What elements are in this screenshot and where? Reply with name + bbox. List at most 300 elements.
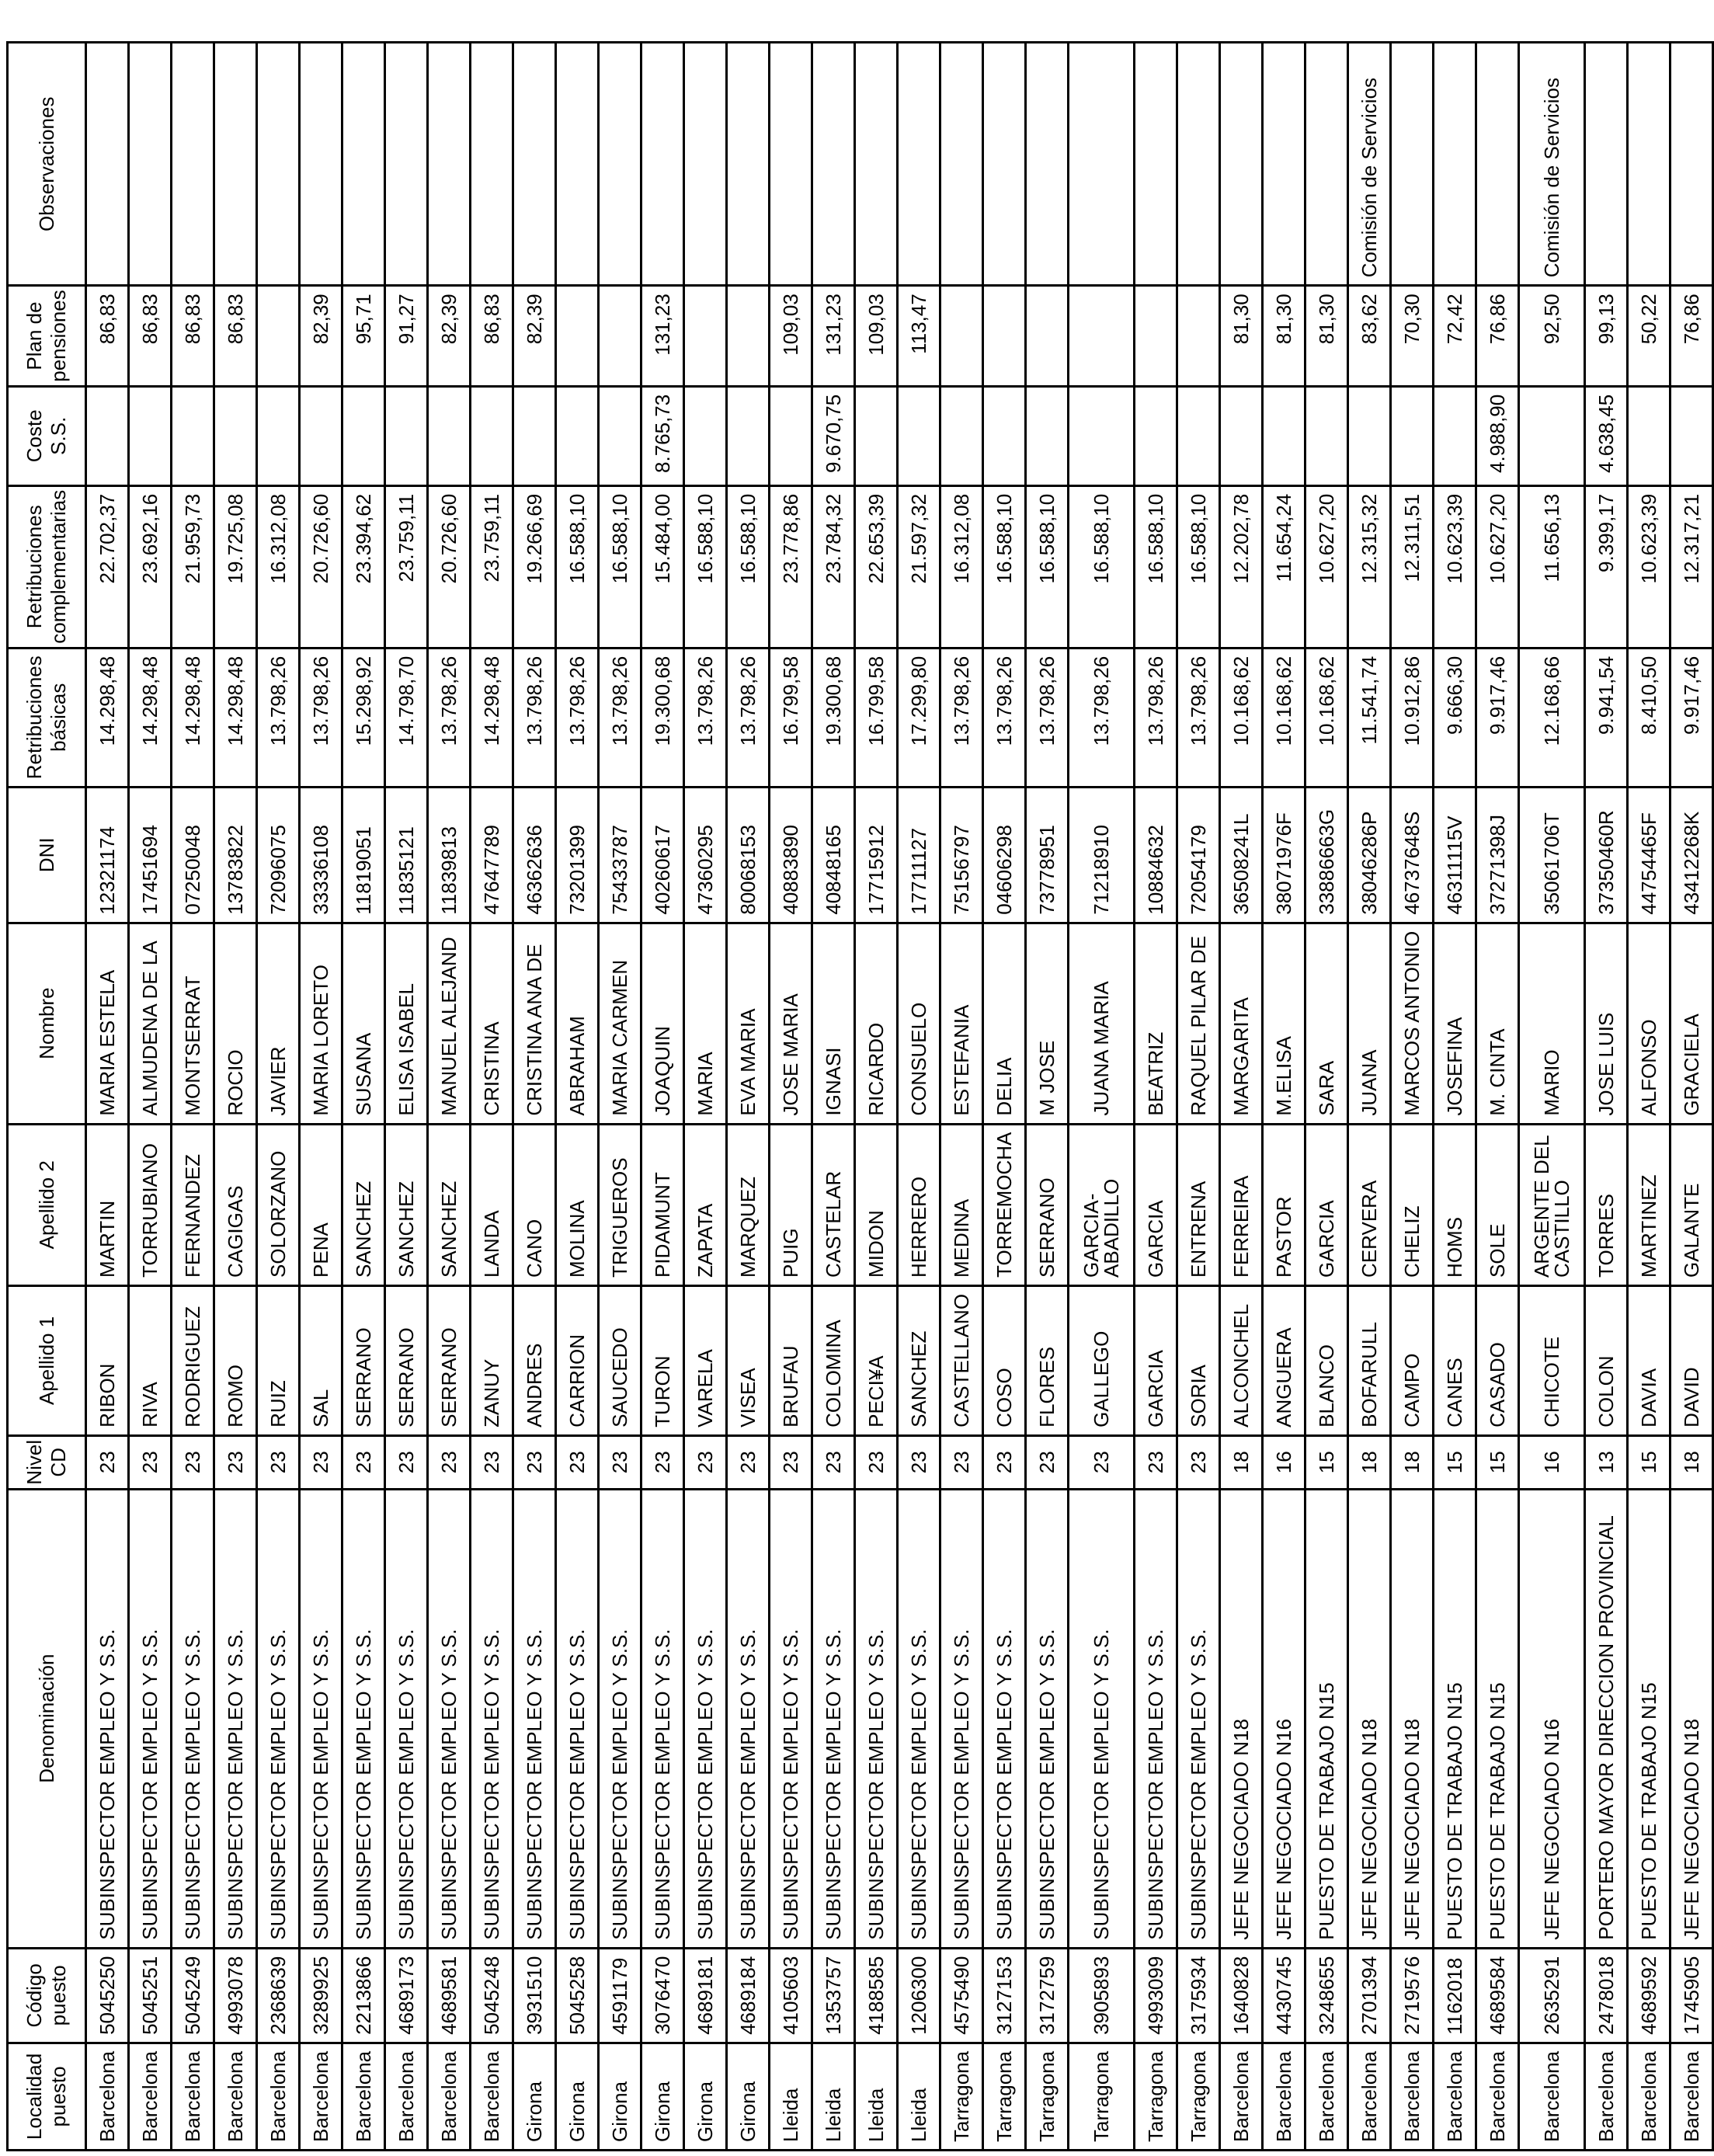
cell-dni: 36508241L [1220,787,1263,923]
cell-coste-ss [257,386,300,485]
cell-plan-pensiones: 99,13 [1585,286,1628,387]
cell-ret-basicas: 9.917,46 [1476,648,1519,787]
table-row [1220,43,1263,2151]
cell-observaciones [86,43,129,286]
cell-apellido2: TRIGUEROS [599,1124,641,1285]
cell-ret-basicas: 13.798,26 [940,648,983,787]
cell-ret-complementarias: 16.588,10 [983,485,1026,648]
cell-observaciones [1391,43,1434,286]
header-plan-pensiones: Plan de pensiones [8,286,86,387]
cell-nombre: ABRAHAM [556,923,599,1124]
cell-dni: 72096075 [257,787,300,923]
cell-denominacion: SUBINSPECTOR EMPLEO Y S.S. [599,1489,641,1948]
cell-localidad: Barcelona [1476,2043,1519,2150]
cell-plan-pensiones: 86,83 [129,286,172,387]
table-row [1263,43,1305,2151]
cell-nombre: BEATRIZ [1135,923,1177,1124]
cell-dni: 73778951 [1026,787,1069,923]
cell-ret-complementarias: 22.702,37 [86,485,129,648]
cell-ret-basicas: 9.941,54 [1585,648,1628,787]
cell-nombre: SARA [1305,923,1348,1124]
cell-nivel: 23 [300,1435,342,1489]
cell-nivel: 23 [855,1435,898,1489]
cell-nombre: MARIA ESTELA [86,923,129,1124]
table-row [898,43,940,2151]
cell-localidad: Barcelona [1585,2043,1628,2150]
cell-ret-complementarias: 16.312,08 [940,485,983,648]
cell-codigo: 3127153 [983,1948,1026,2043]
cell-apellido2: MARTINEZ [1628,1124,1671,1285]
cell-apellido2: GARCIA-ABADILLO [1069,1124,1135,1285]
cell-coste-ss [428,386,471,485]
cell-ret-basicas: 14.298,48 [172,648,214,787]
cell-codigo: 4105603 [770,1948,812,2043]
cell-nombre: JUANA [1348,923,1391,1124]
cell-plan-pensiones [1135,286,1177,387]
cell-localidad: Girona [599,2043,641,2150]
cell-plan-pensiones [684,286,727,387]
cell-ret-complementarias: 16.588,10 [1177,485,1220,648]
cell-apellido2: HOMS [1434,1124,1476,1285]
cell-nivel: 23 [257,1435,300,1489]
cell-localidad: Barcelona [385,2043,428,2150]
cell-ret-complementarias: 16.588,10 [684,485,727,648]
cell-denominacion: SUBINSPECTOR EMPLEO Y S.S. [641,1489,684,1948]
cell-apellido2: CHELIZ [1391,1124,1434,1285]
cell-coste-ss [385,386,428,485]
cell-localidad: Tarragona [1135,2043,1177,2150]
cell-apellido2: SANCHEZ [385,1124,428,1285]
cell-dni: 40260617 [641,787,684,923]
cell-nivel: 23 [342,1435,385,1489]
cell-nombre: JAVIER [257,923,300,1124]
cell-observaciones: Comisión de Servicios [1519,43,1585,286]
header-apellido1: Apellido 1 [8,1285,86,1435]
cell-dni: 75433787 [599,787,641,923]
cell-nivel: 23 [172,1435,214,1489]
table-row [1348,43,1391,2151]
cell-codigo: 4188585 [855,1948,898,2043]
cell-dni: 73201399 [556,787,599,923]
cell-localidad: Barcelona [1348,2043,1391,2150]
cell-apellido1: FLORES [1026,1285,1069,1435]
cell-ret-basicas: 13.798,26 [684,648,727,787]
cell-denominacion: SUBINSPECTOR EMPLEO Y S.S. [1069,1489,1135,1948]
cell-ret-complementarias: 16.312,08 [257,485,300,648]
cell-nivel: 23 [1069,1435,1135,1489]
cell-denominacion: PORTERO MAYOR DIRECCION PROVINCIAL [1585,1489,1628,1948]
cell-localidad: Tarragona [940,2043,983,2150]
cell-observaciones [513,43,556,286]
cell-apellido1: SAL [300,1285,342,1435]
cell-codigo: 5045248 [471,1948,513,2043]
cell-nivel: 23 [641,1435,684,1489]
cell-coste-ss [855,386,898,485]
cell-localidad: Girona [727,2043,770,2150]
cell-dni: 47360295 [684,787,727,923]
table-row [1434,43,1476,2151]
cell-nivel: 23 [471,1435,513,1489]
cell-codigo: 3289925 [300,1948,342,2043]
table-row [385,43,428,2151]
table-row [1391,43,1434,2151]
cell-plan-pensiones: 83,62 [1348,286,1391,387]
cell-nivel: 23 [940,1435,983,1489]
cell-ret-complementarias: 21.597,32 [898,485,940,648]
cell-apellido1: ANDRES [513,1285,556,1435]
cell-nombre: SUSANA [342,923,385,1124]
cell-observaciones [1263,43,1305,286]
cell-denominacion: SUBINSPECTOR EMPLEO Y S.S. [1026,1489,1069,1948]
cell-localidad: Barcelona [1220,2043,1263,2150]
table-body [86,43,1713,2151]
cell-ret-complementarias: 23.759,11 [385,485,428,648]
cell-coste-ss [1069,386,1135,485]
cell-dni: 17451694 [129,787,172,923]
cell-observaciones [599,43,641,286]
cell-apellido2: ARGENTE DEL CASTILLO [1519,1124,1585,1285]
cell-localidad: Barcelona [1519,2043,1585,2150]
cell-observaciones [770,43,812,286]
cell-codigo: 2701394 [1348,1948,1391,2043]
cell-coste-ss [983,386,1026,485]
cell-codigo: 3175934 [1177,1948,1220,2043]
cell-ret-complementarias: 10.623,39 [1628,485,1671,648]
cell-codigo: 3172759 [1026,1948,1069,2043]
cell-apellido2: ENTRENA [1177,1124,1220,1285]
cell-dni: 40848165 [812,787,855,923]
cell-nivel: 15 [1476,1435,1519,1489]
cell-apellido1: DAVID [1671,1285,1713,1435]
cell-denominacion: SUBINSPECTOR EMPLEO Y S.S. [1177,1489,1220,1948]
cell-nombre: JOAQUIN [641,923,684,1124]
cell-codigo: 2635291 [1519,1948,1585,2043]
cell-observaciones [641,43,684,286]
cell-apellido2: PASTOR [1263,1124,1305,1285]
cell-ret-complementarias: 22.653,39 [855,485,898,648]
cell-apellido2: PENA [300,1124,342,1285]
cell-coste-ss [214,386,257,485]
header-denominacion: Denominación [8,1489,86,1948]
cell-apellido2: MOLINA [556,1124,599,1285]
cell-denominacion: SUBINSPECTOR EMPLEO Y S.S. [172,1489,214,1948]
cell-apellido1: SAUCEDO [599,1285,641,1435]
cell-codigo: 4689184 [727,1948,770,2043]
cell-nombre: JOSEFINA [1434,923,1476,1124]
cell-nombre: IGNASI [812,923,855,1124]
cell-nombre: GRACIELA [1671,923,1713,1124]
cell-denominacion: SUBINSPECTOR EMPLEO Y S.S. [129,1489,172,1948]
header-localidad: Localidad puesto [8,2043,86,2150]
cell-dni: 33886663G [1305,787,1348,923]
cell-observaciones [1135,43,1177,286]
cell-ret-basicas: 14.798,70 [385,648,428,787]
cell-coste-ss [513,386,556,485]
cell-observaciones [812,43,855,286]
cell-coste-ss [129,386,172,485]
cell-ret-complementarias: 20.726,60 [428,485,471,648]
cell-plan-pensiones: 131,23 [812,286,855,387]
cell-apellido1: ROMO [214,1285,257,1435]
table-row [983,43,1026,2151]
cell-localidad: Barcelona [428,2043,471,2150]
cell-denominacion: PUESTO DE TRABAJO N15 [1628,1489,1671,1948]
cell-ret-complementarias: 23.759,11 [471,485,513,648]
cell-ret-complementarias: 16.588,10 [1135,485,1177,648]
cell-nombre: MANUEL ALEJAND [428,923,471,1124]
cell-plan-pensiones [257,286,300,387]
cell-ret-basicas: 19.300,68 [812,648,855,787]
cell-apellido2: TORRUBIANO [129,1124,172,1285]
cell-apellido1: CASADO [1476,1285,1519,1435]
header-dni: DNI [8,787,86,923]
cell-localidad: Tarragona [983,2043,1026,2150]
cell-denominacion: JEFE NEGOCIADO N16 [1519,1489,1585,1948]
cell-plan-pensiones [1069,286,1135,387]
cell-plan-pensiones: 76,86 [1476,286,1519,387]
cell-nivel: 23 [684,1435,727,1489]
cell-ret-basicas: 13.798,26 [428,648,471,787]
cell-observaciones [300,43,342,286]
table-row [1476,43,1519,2151]
cell-plan-pensiones [1177,286,1220,387]
cell-nivel: 16 [1263,1435,1305,1489]
cell-ret-complementarias: 23.394,62 [342,485,385,648]
cell-ret-basicas: 13.798,26 [556,648,599,787]
cell-denominacion: SUBINSPECTOR EMPLEO Y S.S. [214,1489,257,1948]
cell-plan-pensiones: 70,30 [1391,286,1434,387]
cell-coste-ss [940,386,983,485]
cell-apellido1: BRUFAU [770,1285,812,1435]
cell-observaciones [1628,43,1671,286]
cell-ret-complementarias: 10.623,39 [1434,485,1476,648]
table-row [1026,43,1069,2151]
cell-ret-basicas: 9.666,30 [1434,648,1476,787]
table-row [770,43,812,2151]
cell-ret-basicas: 13.798,26 [727,648,770,787]
cell-dni: 37350460R [1585,787,1628,923]
cell-codigo: 5045251 [129,1948,172,2043]
cell-apellido1: ZANUY [471,1285,513,1435]
cell-plan-pensiones: 82,39 [300,286,342,387]
table-row [684,43,727,2151]
cell-observaciones [385,43,428,286]
cell-plan-pensiones: 109,03 [770,286,812,387]
cell-ret-complementarias: 16.588,10 [1026,485,1069,648]
cell-coste-ss [1519,386,1585,485]
cell-plan-pensiones: 113,47 [898,286,940,387]
cell-codigo: 4689173 [385,1948,428,2043]
cell-dni: 80068153 [727,787,770,923]
cell-apellido1: ANGUERA [1263,1285,1305,1435]
cell-coste-ss [1220,386,1263,485]
cell-ret-basicas: 16.799,58 [855,648,898,787]
cell-apellido1: COLOMINA [812,1285,855,1435]
cell-localidad: Barcelona [129,2043,172,2150]
table-row [1628,43,1671,2151]
cell-codigo: 1745905 [1671,1948,1713,2043]
cell-denominacion: SUBINSPECTOR EMPLEO Y S.S. [428,1489,471,1948]
cell-plan-pensiones: 81,30 [1263,286,1305,387]
cell-ret-basicas: 15.298,92 [342,648,385,787]
cell-localidad: Barcelona [1671,2043,1713,2150]
cell-localidad: Barcelona [1263,2043,1305,2150]
cell-ret-complementarias: 16.588,10 [599,485,641,648]
cell-observaciones [471,43,513,286]
cell-ret-complementarias: 12.202,78 [1220,485,1263,648]
cell-nombre: ROCIO [214,923,257,1124]
cell-localidad: Barcelona [86,2043,129,2150]
cell-denominacion: SUBINSPECTOR EMPLEO Y S.S. [940,1489,983,1948]
cell-coste-ss [471,386,513,485]
cell-apellido1: RUIZ [257,1285,300,1435]
cell-denominacion: SUBINSPECTOR EMPLEO Y S.S. [770,1489,812,1948]
cell-plan-pensiones: 81,30 [1305,286,1348,387]
cell-localidad: Barcelona [342,2043,385,2150]
cell-denominacion: SUBINSPECTOR EMPLEO Y S.S. [300,1489,342,1948]
cell-apellido2: MEDINA [940,1124,983,1285]
cell-dni: 40883890 [770,787,812,923]
cell-localidad: Tarragona [1069,2043,1135,2150]
cell-coste-ss [1671,386,1713,485]
cell-observaciones [1069,43,1135,286]
cell-nombre: CONSUELO [898,923,940,1124]
cell-plan-pensiones: 86,83 [471,286,513,387]
cell-ret-basicas: 8.410,50 [1628,648,1671,787]
cell-apellido1: VISEA [727,1285,770,1435]
cell-plan-pensiones [599,286,641,387]
cell-plan-pensiones: 76,86 [1671,286,1713,387]
header-row [8,43,86,2151]
cell-observaciones [342,43,385,286]
cell-nombre: CRISTINA ANA DE [513,923,556,1124]
cell-observaciones [1671,43,1713,286]
cell-coste-ss [898,386,940,485]
cell-coste-ss [86,386,129,485]
cell-plan-pensiones: 86,83 [86,286,129,387]
cell-dni: 11835121 [385,787,428,923]
cell-plan-pensiones: 92,50 [1519,286,1585,387]
cell-observaciones [257,43,300,286]
cell-observaciones [983,43,1026,286]
cell-apellido2: ZAPATA [684,1124,727,1285]
cell-ret-complementarias: 19.725,08 [214,485,257,648]
cell-apellido2: FERREIRA [1220,1124,1263,1285]
cell-dni: 07250048 [172,787,214,923]
cell-nombre: EVA MARIA [727,923,770,1124]
cell-localidad: Barcelona [257,2043,300,2150]
cell-nivel: 23 [1026,1435,1069,1489]
table-row [1069,43,1135,2151]
cell-nivel: 23 [428,1435,471,1489]
cell-coste-ss [1391,386,1434,485]
cell-apellido1: SANCHEZ [898,1285,940,1435]
cell-plan-pensiones: 82,39 [513,286,556,387]
cell-localidad: Girona [556,2043,599,2150]
cell-ret-basicas: 17.299,80 [898,648,940,787]
cell-codigo: 4689584 [1476,1948,1519,2043]
cell-denominacion: SUBINSPECTOR EMPLEO Y S.S. [257,1489,300,1948]
cell-nivel: 23 [898,1435,940,1489]
cell-ret-complementarias: 12.317,21 [1671,485,1713,648]
cell-observaciones [1434,43,1476,286]
cell-nivel: 23 [385,1435,428,1489]
cell-nombre: MARGARITA [1220,923,1263,1124]
table-row [257,43,300,2151]
table-row [812,43,855,2151]
cell-ret-basicas: 11.541,74 [1348,648,1391,787]
table-row [727,43,770,2151]
cell-coste-ss [1026,386,1069,485]
cell-coste-ss: 4.638,45 [1585,386,1628,485]
cell-denominacion: JEFE NEGOCIADO N16 [1263,1489,1305,1948]
table-row [471,43,513,2151]
cell-nombre: JOSE LUIS [1585,923,1628,1124]
cell-apellido1: RIBON [86,1285,129,1435]
cell-codigo: 4993078 [214,1948,257,2043]
cell-ret-complementarias: 21.959,73 [172,485,214,648]
cell-dni: 47647789 [471,787,513,923]
cell-coste-ss [1348,386,1391,485]
cell-nombre: MARIA LORETO [300,923,342,1124]
cell-nivel: 15 [1305,1435,1348,1489]
cell-localidad: Barcelona [172,2043,214,2150]
cell-codigo: 4689181 [684,1948,727,2043]
cell-ret-complementarias: 16.588,10 [556,485,599,648]
cell-apellido1: PECI¥A [855,1285,898,1435]
table-row [940,43,983,2151]
cell-denominacion: PUESTO DE TRABAJO N15 [1476,1489,1519,1948]
table-row [428,43,471,2151]
cell-dni: 10884632 [1135,787,1177,923]
cell-dni: 72054179 [1177,787,1220,923]
table-row [342,43,385,2151]
cell-dni: 17711127 [898,787,940,923]
cell-apellido1: RODRIGUEZ [172,1285,214,1435]
cell-apellido1: CASTELLANO [940,1285,983,1435]
cell-codigo: 2478018 [1585,1948,1628,2043]
cell-codigo: 3905893 [1069,1948,1135,2043]
cell-coste-ss [1263,386,1305,485]
cell-apellido2: PIDAMUNT [641,1124,684,1285]
cell-dni: 38046286P [1348,787,1391,923]
cell-ret-basicas: 13.798,26 [1135,648,1177,787]
cell-dni: 13783822 [214,787,257,923]
header-retribuciones-basicas: Retribuciones básicas [8,648,86,787]
cell-apellido1: BOFARULL [1348,1285,1391,1435]
cell-localidad: Barcelona [214,2043,257,2150]
header-nivel: Nivel CD [8,1435,86,1489]
cell-ret-basicas: 13.798,26 [257,648,300,787]
cell-dni: 37271398J [1476,787,1519,923]
cell-dni: 12321174 [86,787,129,923]
cell-codigo: 1206300 [898,1948,940,2043]
cell-apellido2: SOLORZANO [257,1124,300,1285]
cell-nivel: 18 [1348,1435,1391,1489]
cell-nombre: RAQUEL PILAR DE [1177,923,1220,1124]
cell-dni: 11819051 [342,787,385,923]
cell-codigo: 4591179 [599,1948,641,2043]
cell-nombre: ALMUDENA DE LA [129,923,172,1124]
cell-dni: 46311115V [1434,787,1476,923]
header-coste-ss: Coste S.S. [8,386,86,485]
cell-ret-basicas: 12.168,66 [1519,648,1585,787]
cell-nivel: 23 [770,1435,812,1489]
cell-codigo: 5045250 [86,1948,129,2043]
cell-ret-complementarias: 12.315,32 [1348,485,1391,648]
cell-plan-pensiones: 91,27 [385,286,428,387]
cell-coste-ss [342,386,385,485]
